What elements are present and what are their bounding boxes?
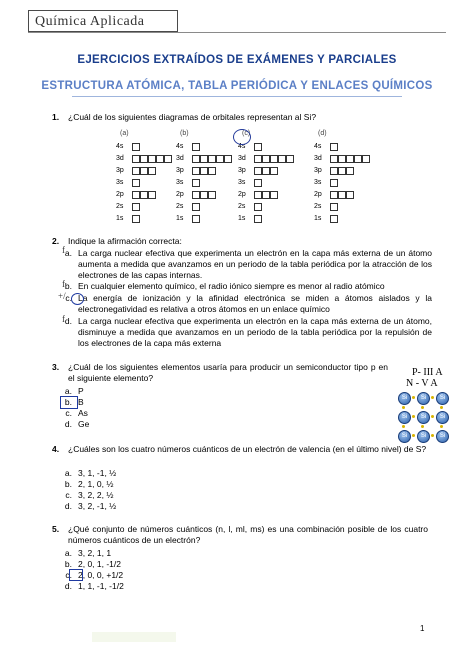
orbital-level-label: 2p: [176, 191, 184, 198]
orbital-level-label: 3p: [176, 167, 184, 174]
orbital-panel-tag: (a): [120, 130, 129, 137]
orbital-box: [338, 191, 346, 199]
orbital-row: [238, 215, 296, 225]
orbital-level-label: 3s: [116, 179, 124, 186]
page-number: 1: [420, 624, 425, 633]
question-number: 4.: [52, 444, 60, 454]
option-b[interactable]: [60, 479, 180, 490]
orbital-row: [116, 143, 174, 153]
orbital-level-label: 3s: [238, 179, 246, 186]
orbital-box: [330, 143, 338, 151]
orbital-row: [314, 215, 372, 225]
answer-circle-mark: [233, 129, 251, 145]
option-label: c.: [65, 570, 72, 580]
orbital-box: [200, 167, 208, 175]
orbital-box: [192, 167, 200, 175]
option-label: d.: [64, 581, 72, 591]
si-atom: Si: [417, 430, 430, 443]
orbital-box: [330, 167, 338, 175]
orbital-box: [330, 191, 338, 199]
orbital-box: [262, 191, 270, 199]
question-5: [52, 524, 432, 548]
orbital-box: [132, 215, 140, 223]
orbital-level-label: 3d: [116, 155, 124, 162]
orbital-row: [176, 203, 234, 213]
orbital-box: [254, 155, 262, 163]
orbital-box: [148, 167, 156, 175]
electron-dot: [440, 406, 443, 409]
orbital-level-label: 1s: [176, 215, 184, 222]
question-text: ¿Cuáles son los cuatro números cuánticos de un electrón de valencia (en el último nivel) de S?: [68, 444, 427, 454]
option-label: c.: [65, 490, 72, 500]
orbital-box: [140, 191, 148, 199]
orbital-level-label: 4s: [238, 143, 246, 150]
subtitle-rule: [72, 96, 402, 97]
option-text: 2, 1, 0, ½: [78, 479, 114, 489]
si-atom: Si: [436, 430, 449, 443]
orbital-box: [200, 155, 208, 163]
electron-dot: [431, 415, 434, 418]
orbital-box: [262, 167, 270, 175]
option-text: 2, 0, 0, +1/2: [78, 570, 124, 580]
orbital-box: [338, 167, 346, 175]
orbital-row: [116, 191, 174, 201]
electron-dot: [440, 425, 443, 428]
question-text: Indique la afirmación correcta:: [68, 236, 182, 246]
si-atom: Si: [436, 392, 449, 405]
option-text: 2, 0, 1, -1/2: [78, 559, 121, 569]
orbital-level-label: 4s: [314, 143, 322, 150]
orbital-level-label: 1s: [116, 215, 124, 222]
orbital-box: [254, 191, 262, 199]
question-1: [52, 112, 432, 124]
option-a[interactable]: [60, 548, 180, 559]
silicon-lattice-image: [398, 392, 448, 442]
orbital-panel-tag: (b): [180, 130, 189, 137]
option-label: a.: [64, 548, 72, 558]
orbital-panel: [238, 130, 296, 230]
orbital-row: [238, 167, 296, 177]
orbital-row: [116, 179, 174, 189]
orbital-row: [238, 155, 296, 165]
orbital-row: [176, 143, 234, 153]
electron-dot: [402, 425, 405, 428]
orbital-box: [192, 155, 200, 163]
orbital-box: [254, 167, 262, 175]
electron-dot: [402, 406, 405, 409]
orbital-level-label: 2s: [238, 203, 246, 210]
orbital-panel-tag: (c): [242, 130, 251, 137]
option-label: b.: [64, 479, 72, 489]
orbital-box: [192, 143, 200, 151]
orbital-row: [238, 191, 296, 201]
orbital-box: [140, 155, 148, 163]
handwritten-mark: f: [62, 245, 65, 255]
orbital-level-label: 3p: [238, 167, 246, 174]
orbital-box: [208, 155, 216, 163]
question-4: [52, 444, 432, 468]
orbital-level-label: 2p: [116, 191, 124, 198]
orbital-box: [330, 155, 338, 163]
orbital-box: [278, 155, 286, 163]
orbital-row: [116, 167, 174, 177]
orbital-row: [314, 167, 372, 177]
orbital-row: [176, 167, 234, 177]
option-text: 1, 1, -1, -1/2: [78, 581, 124, 591]
orbital-box: [224, 155, 232, 163]
question-3: [52, 362, 392, 386]
orbital-box: [270, 167, 278, 175]
orbital-row: [176, 179, 234, 189]
orbital-panel: [176, 130, 234, 230]
orbital-box: [286, 155, 294, 163]
si-atom: Si: [398, 430, 411, 443]
orbital-box: [254, 215, 262, 223]
option-text: 3, 1, -1, ½: [78, 468, 117, 478]
option-label: b.: [64, 397, 72, 407]
option-text: 3, 2, -1, ½: [78, 501, 117, 511]
header-rule: [28, 32, 446, 33]
handwritten-mark: +/: [58, 291, 66, 301]
option-label: d.: [64, 501, 72, 511]
orbital-level-label: 3s: [176, 179, 184, 186]
orbital-level-label: 1s: [314, 215, 322, 222]
option-label: a.: [64, 386, 72, 396]
orbital-box: [132, 155, 140, 163]
si-atom: Si: [436, 411, 449, 424]
orbital-box: [192, 179, 200, 187]
option-d[interactable]: [60, 501, 180, 512]
orbital-row: [176, 155, 234, 165]
orbital-level-label: 3d: [238, 155, 246, 162]
question-number: 5.: [52, 524, 60, 534]
electron-dot: [421, 425, 424, 428]
electron-dot: [431, 434, 434, 437]
electron-dot: [412, 434, 415, 437]
option-c[interactable]: [60, 490, 180, 501]
orbital-box: [208, 167, 216, 175]
orbital-box: [254, 143, 262, 151]
orbital-box: [346, 155, 354, 163]
orbital-row: [116, 215, 174, 225]
electron-dot: [412, 396, 415, 399]
orbital-panel-tag: (d): [318, 130, 327, 137]
orbital-level-label: 4s: [176, 143, 184, 150]
orbital-box: [140, 167, 148, 175]
orbital-box: [132, 167, 140, 175]
orbital-box: [216, 155, 224, 163]
option-text: 3, 2, 1, 1: [78, 548, 112, 558]
orbital-level-label: 2p: [238, 191, 246, 198]
orbital-level-label: 3p: [314, 167, 322, 174]
option-d[interactable]: [60, 316, 432, 350]
orbital-panel: [314, 130, 372, 230]
orbital-row: [314, 143, 372, 153]
orbital-row: [238, 203, 296, 213]
orbital-box: [262, 155, 270, 163]
option-d[interactable]: [60, 581, 180, 592]
option-text: B: [78, 397, 84, 407]
orbital-box: [270, 155, 278, 163]
question-number: 2.: [52, 236, 60, 246]
option-label: b.: [64, 559, 72, 569]
option-b[interactable]: [60, 281, 432, 292]
electron-dot: [421, 406, 424, 409]
option-text: 3, 2, 2, ½: [78, 490, 114, 500]
orbital-box: [254, 203, 262, 211]
option-c[interactable]: [60, 293, 432, 315]
orbital-box: [132, 179, 140, 187]
orbital-row: [314, 155, 372, 165]
orbital-box: [330, 215, 338, 223]
orbital-box: [132, 203, 140, 211]
answer-box-mark: [69, 569, 83, 581]
option-c[interactable]: [60, 408, 120, 419]
answer-circle-mark: [71, 293, 84, 305]
electron-dot: [431, 396, 434, 399]
footer-watermark: [92, 632, 176, 642]
header-label: Química Aplicada: [28, 10, 178, 32]
orbital-level-label: 3d: [176, 155, 184, 162]
orbital-box: [208, 191, 216, 199]
page-subtitle: ESTRUCTURA ATÓMICA, TABLA PERIÓDICA Y ENLACES QUÍMICOS: [41, 80, 433, 92]
electron-dot: [412, 415, 415, 418]
option-text: As: [78, 408, 88, 418]
orbital-row: [116, 155, 174, 165]
orbital-box: [346, 191, 354, 199]
option-text: Ge: [78, 419, 90, 429]
orbital-box: [362, 155, 370, 163]
orbital-row: [314, 191, 372, 201]
orbital-row: [176, 215, 234, 225]
orbital-box: [200, 191, 208, 199]
question-number: 1.: [52, 112, 60, 122]
handwritten-note: P- III A: [412, 367, 443, 378]
orbital-box: [338, 155, 346, 163]
orbital-box: [156, 155, 164, 163]
option-text: La carga nuclear efectiva que experimenta un electrón en la capa más externa de un átomo, disminuye a medida que avanzamos en un periodo de la tabla periódica por la repulsión de los electrones de la capa más externa: [78, 316, 432, 348]
orbital-level-label: 3p: [116, 167, 124, 174]
orbital-box: [192, 191, 200, 199]
page-title: EJERCICIOS EXTRAÍDOS DE EXÁMENES Y PARCIALES: [77, 54, 397, 66]
si-atom: Si: [417, 392, 430, 405]
orbital-box: [354, 155, 362, 163]
option-label: c.: [65, 408, 72, 418]
orbital-level-label: 1s: [238, 215, 246, 222]
orbital-row: [238, 143, 296, 153]
orbital-box: [132, 191, 140, 199]
orbital-level-label: 2s: [176, 203, 184, 210]
option-a[interactable]: [60, 468, 180, 479]
question-text: ¿Cuál de los siguientes diagramas de orbitales representan al Si?: [68, 112, 317, 122]
orbital-box: [192, 203, 200, 211]
orbital-box: [254, 179, 262, 187]
orbital-box: [132, 143, 140, 151]
option-label: c.: [65, 293, 72, 303]
option-d[interactable]: [60, 419, 120, 430]
orbital-box: [164, 155, 172, 163]
question-2: [52, 236, 432, 248]
option-label: b.: [64, 281, 72, 291]
orbital-box: [346, 167, 354, 175]
option-label: a.: [64, 248, 72, 258]
orbital-box: [148, 155, 156, 163]
option-a[interactable]: [60, 248, 432, 282]
orbital-row: [116, 203, 174, 213]
question-number: 3.: [52, 362, 60, 372]
orbital-level-label: 3d: [314, 155, 322, 162]
orbital-level-label: 3s: [314, 179, 322, 186]
handwritten-mark: f: [62, 314, 65, 324]
option-text: La carga nuclear efectiva que experimenta un electrón en la capa más externa de un átomo aumenta a medida que avanzamos en un periodo de la tabla periódica por la atracción de los electrones de las capas internas.: [78, 248, 432, 280]
handwritten-mark: f: [62, 279, 65, 289]
si-atom: Si: [398, 392, 411, 405]
orbital-box: [330, 203, 338, 211]
orbital-box: [148, 191, 156, 199]
option-text: En cualquier elemento químico, el radio iónico siempre es menor al radio atómico: [78, 281, 385, 291]
orbital-row: [314, 179, 372, 189]
option-text: P: [78, 386, 84, 396]
si-atom: Si: [398, 411, 411, 424]
option-text: La energía de ionización y la afinidad electrónica se miden a átomos aislados y la electronegatividad es relativa a otros átomos en un enlace químico: [78, 293, 432, 314]
orbital-level-label: 2s: [116, 203, 124, 210]
orbital-panel: [116, 130, 174, 230]
option-label: d.: [64, 419, 72, 429]
option-label: a.: [64, 468, 72, 478]
orbital-level-label: 4s: [116, 143, 124, 150]
orbital-row: [314, 203, 372, 213]
si-atom: Si: [417, 411, 430, 424]
option-label: d.: [64, 316, 72, 326]
orbital-box: [330, 179, 338, 187]
orbital-row: [238, 179, 296, 189]
orbital-level-label: 2p: [314, 191, 322, 198]
question-text: ¿Qué conjunto de números cuánticos (n, l, ml, ms) es una combinación posible de los cuatro números cuánticos de un electrón?: [68, 524, 428, 545]
orbital-box: [192, 215, 200, 223]
orbital-box: [270, 191, 278, 199]
orbital-row: [176, 191, 234, 201]
question-text: ¿Cuál de los siguientes elementos usaría para producir un semiconductor tipo p en el siguiente elemento?: [68, 362, 388, 383]
orbital-level-label: 2s: [314, 203, 322, 210]
handwritten-note: N - V A: [406, 378, 438, 389]
